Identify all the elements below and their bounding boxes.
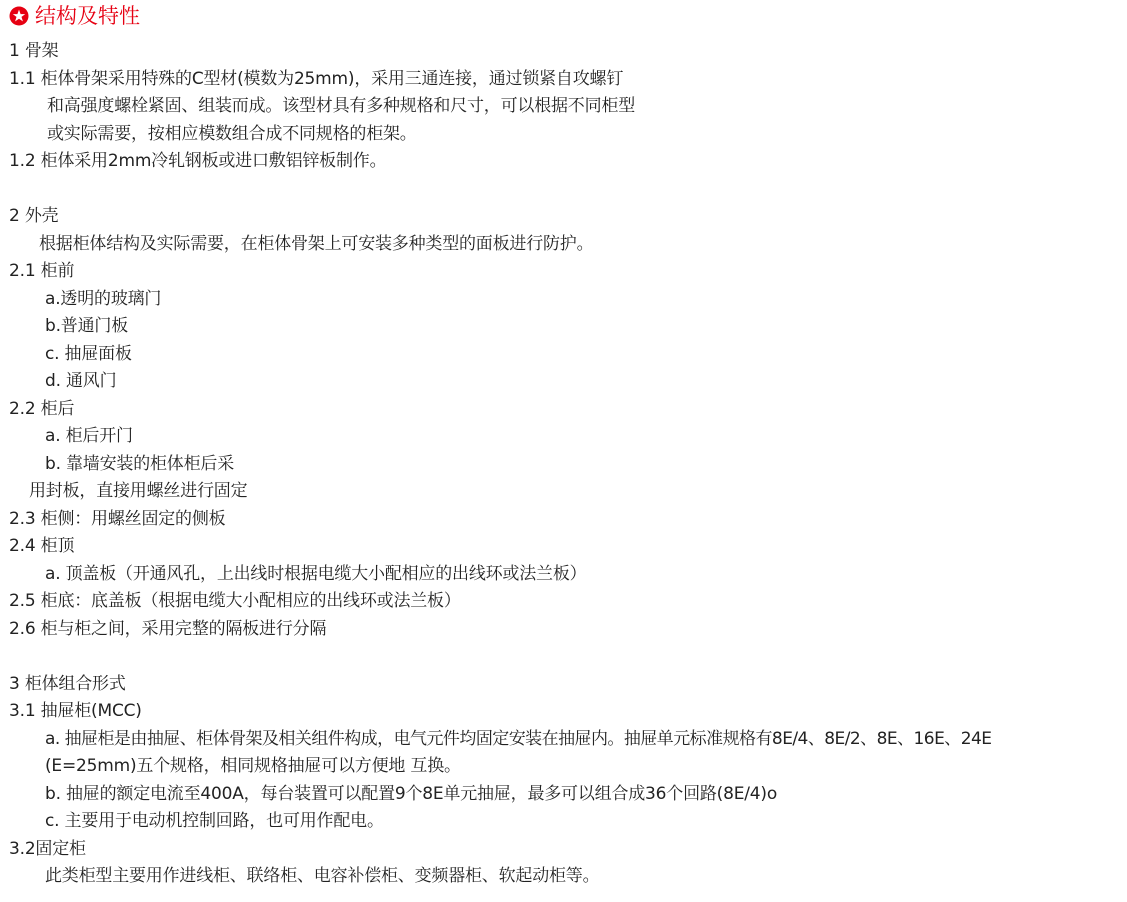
heading-combination: 3 柜体组合形式 <box>9 673 126 694</box>
paragraph-1-2: 1.2 柜体采用2mm冷轧钢板或进口敷铝锌板制作。 <box>9 151 387 171</box>
paragraph-2-6: 2.6 柜与柜之间，采用完整的隔板进行分隔 <box>9 618 327 639</box>
star-badge-icon <box>9 6 29 26</box>
heading-2-4: 2.4 柜顶 <box>9 536 75 556</box>
paragraph-1-1: 1.1 柜体骨架采用特殊的C型材(模数为25mm)，采用三通连接，通过锁紧自攻螺钉 <box>9 68 624 89</box>
heading-shell: 2 外壳 <box>9 206 59 226</box>
paragraph-1-1-cont: 或实际需要，按相应模数组合成不同规格的柜架。 <box>47 123 417 144</box>
list-item: a. 抽屉柜是由抽屉、柜体骨架及相关组件构成，电气元件均固定安装在抽屉内。抽屉单元标准规格有8E/4、8E/2、8E、16E、24E <box>45 728 992 749</box>
list-item: b. 抽屉的额定电流至400A，每台装置可以配置9个8E单元抽屉，最多可以组合成36个回路(8E/4)o <box>45 783 778 804</box>
paragraph-2-5: 2.5 柜底：底盖板（根据电缆大小配相应的出线环或法兰板） <box>9 591 461 611</box>
list-item: a.透明的玻璃门 <box>45 288 162 309</box>
heading-2-1: 2.1 柜前 <box>9 261 75 281</box>
paragraph-shell-intro: 根据柜体结构及实际需要，在柜体骨架上可安装多种类型的面板进行防护。 <box>39 233 594 254</box>
section-header <box>9 2 140 30</box>
spacer <box>9 643 1125 671</box>
list-item: d. 通风门 <box>45 371 117 391</box>
list-item: a. 柜后开门 <box>45 426 133 446</box>
spacer <box>9 176 1125 204</box>
list-item: b.普通门板 <box>45 316 128 336</box>
list-item-cont: (E=25mm)五个规格，相同规格抽屉可以方便地 互换。 <box>45 756 461 776</box>
list-item: c. 主要用于电动机控制回路，也可用作配电。 <box>45 811 384 831</box>
list-item-cont: 用封板，直接用螺丝进行固定 <box>29 481 248 501</box>
heading-frame: 1 骨架 <box>9 41 59 61</box>
heading-3-1: 3.1 抽屉柜(MCC) <box>9 701 142 721</box>
paragraph-2-3: 2.3 柜侧：用螺丝固定的侧板 <box>9 508 226 529</box>
list-item: b. 靠墙安装的柜体柜后采 <box>45 453 234 474</box>
list-item: c. 抽屉面板 <box>45 343 132 364</box>
document-body <box>9 38 1125 891</box>
paragraph-3-2: 此类柜型主要用作进线柜、联络柜、电容补偿柜、变频器柜、软起动柜等。 <box>45 866 600 886</box>
paragraph-1-1-cont: 和高强度螺栓紧固、组装而成。该型材具有多种规格和尺寸，可以根据不同柜型 <box>47 96 635 116</box>
heading-3-2: 3.2固定柜 <box>9 838 86 859</box>
list-item: a. 顶盖板（开通风孔，上出线时根据电缆大小配相应的出线环或法兰板） <box>45 563 587 584</box>
heading-2-2: 2.2 柜后 <box>9 398 75 419</box>
section-title: 结构及特性 <box>35 4 140 28</box>
